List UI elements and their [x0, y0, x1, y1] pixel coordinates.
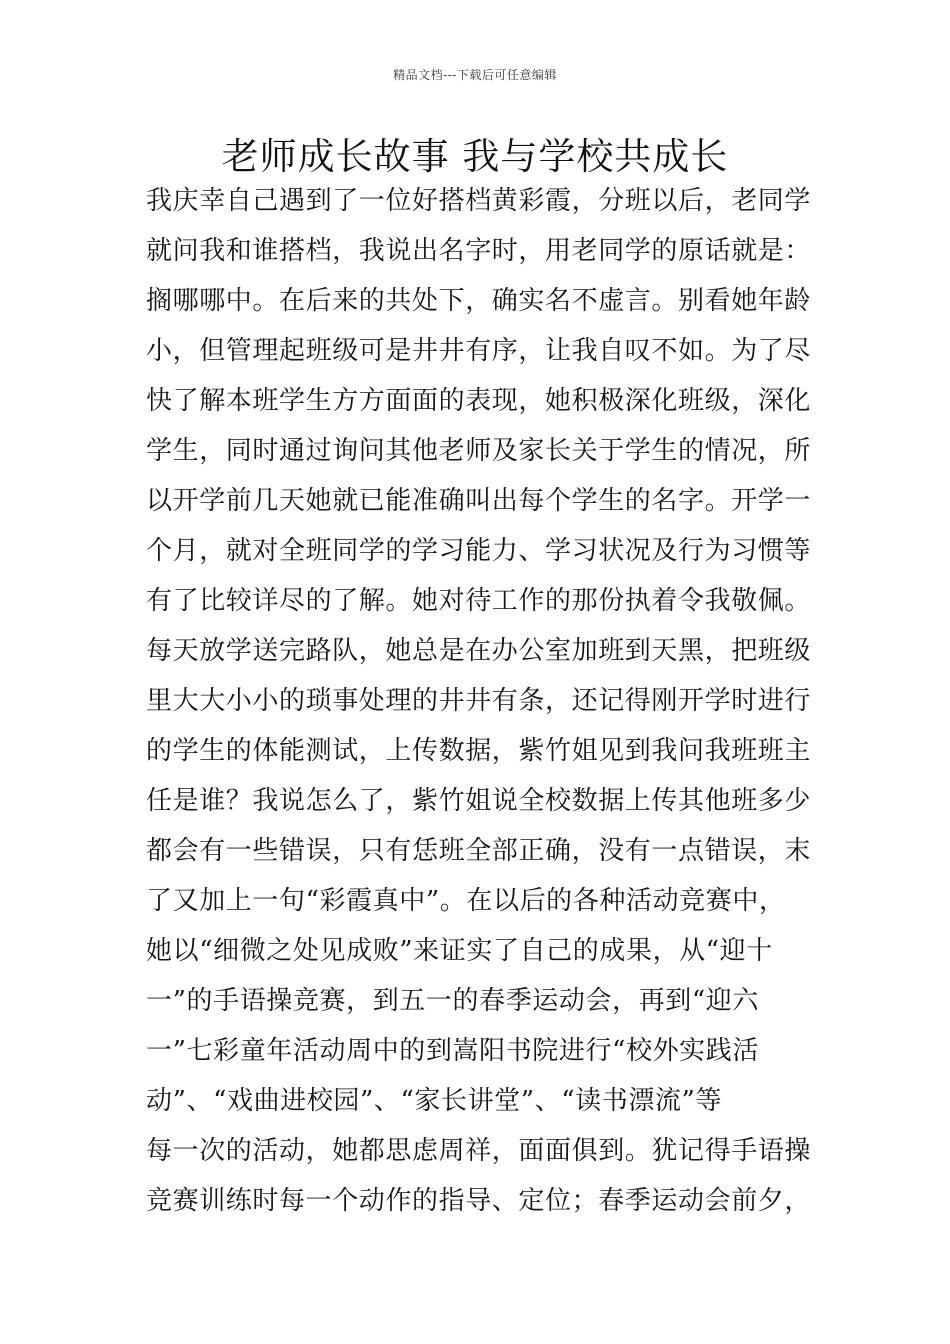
- text-line: 我庆幸自己遇到了一位好搭档黄彩霞，分班以后，老同学: [146, 186, 812, 216]
- text-line: 竞赛训练时每一个动作的指导、定位；春季运动会前夕，: [146, 1186, 812, 1216]
- text-line: 一”的手语操竞赛，到五一的春季运动会，再到“迎六: [146, 986, 759, 1016]
- document-title: 老师成长故事 我与学校共成长: [221, 135, 729, 178]
- body-text: [146, 176, 816, 1226]
- text-line: 每一次的活动，她都思虑周祥，面面俱到。犹记得手语操: [146, 1136, 812, 1166]
- text-line: 有了比较详尽的了解。她对待工作的那份执着令我敬佩。: [146, 586, 812, 616]
- text-line: 就问我和谁搭档，我说出名字时，用老同学的原话就是：: [146, 236, 812, 266]
- text-line: 搁哪哪中。在后来的共处下，确实名不虚言。别看她年龄: [146, 286, 812, 316]
- text-line: 都会有一些错误，只有恁班全部正确，没有一点错误，末: [146, 836, 812, 866]
- text-line: 以开学前几天她就已能准确叫出每个学生的名字。开学一: [146, 486, 812, 516]
- text-line: 学生，同时通过询问其他老师及家长关于学生的情况，所: [146, 436, 812, 466]
- text-line: 的学生的体能测试，上传数据，紫竹姐见到我问我班班主: [146, 736, 812, 766]
- text-line: 每天放学送完路队，她总是在办公室加班到天黑，把班级: [146, 636, 812, 666]
- text-line: 动”、“戏曲进校园”、“家长讲堂”、“读书漂流”等: [146, 1086, 723, 1116]
- header-note: 精品文档---下载后可任意编辑: [393, 68, 557, 82]
- text-line: 任是谁？我说怎么了，紫竹姐说全校数据上传其他班多少: [146, 786, 812, 816]
- text-line: 小，但管理起班级可是井井有序，让我自叹不如。为了尽: [146, 336, 812, 366]
- text-line: 一”七彩童年活动周中的到嵩阳书院进行“校外实践活: [146, 1036, 759, 1066]
- text-line: 快了解本班学生方方面面的表现，她积极深化班级，深化: [146, 386, 812, 416]
- text-line: 了又加上一句“彩霞真中”。在以后的各种活动竞赛中，: [146, 886, 786, 916]
- text-line: 里大大小小的琐事处理的井井有条，还记得刚开学时进行: [146, 686, 812, 716]
- text-line: 个月，就对全班同学的学习能力、学习状况及行为习惯等: [146, 536, 812, 566]
- text-line: 她以“细微之处见成败”来证实了自己的成果，从“迎十: [146, 936, 773, 966]
